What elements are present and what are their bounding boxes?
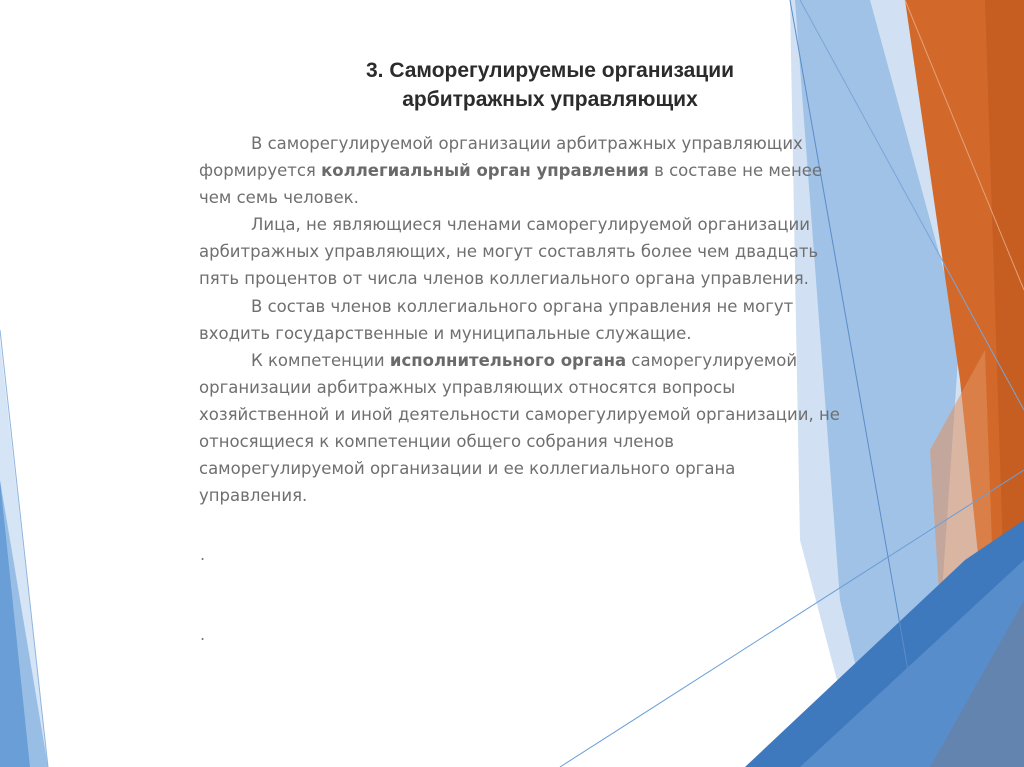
paragraph-4 (199, 347, 989, 510)
bullet-dot: . (200, 625, 206, 644)
text-line: управления. (199, 486, 308, 506)
text-line: пять процентов от числа членов коллегиального органа управления. (199, 269, 809, 289)
text-line: Лица, не являющиеся членами саморегулируемой организации (251, 215, 810, 235)
title-line-2: арбитражных управляющих (402, 88, 698, 111)
text-line: чем семь человек. (199, 188, 359, 208)
text-run: формируется (199, 161, 322, 181)
paragraph-1 (199, 130, 989, 211)
text-run: в составе не менее (648, 161, 823, 181)
text-line: хозяйственной и иной деятельности саморегулируемой организации, не (199, 404, 840, 424)
title-line-1: 3. Саморегулируемые организации (365, 59, 735, 82)
slide-title (240, 56, 860, 114)
bold-term-executive-body: исполнительного органа (389, 350, 627, 370)
text-line: относящиеся к компетенции общего собрания членов (199, 432, 675, 452)
bold-term-collegial-body: коллегиальный орган управления (321, 161, 649, 181)
text-line (199, 347, 989, 374)
text-run: К компетенции (251, 350, 390, 370)
text-line: арбитражных управляющих, не могут составлять более чем двадцать (199, 242, 819, 262)
bullet-dot: . (200, 545, 206, 564)
paragraph-3 (199, 293, 989, 347)
text-line (199, 157, 989, 184)
text-line: В саморегулируемой организации арбитражных управляющих (251, 134, 803, 153)
paragraph-2 (199, 211, 989, 292)
text-line: входить государственные и муниципальные служащие. (199, 323, 692, 343)
text-line: В состав членов коллегиального органа управления не могут (251, 296, 794, 316)
text-run: саморегулируемой (626, 350, 798, 370)
text-line: организации арбитражных управляющих относятся вопросы (199, 377, 736, 397)
slide-body (199, 130, 989, 509)
text-line: саморегулируемой организации и ее коллегиального органа (199, 459, 736, 479)
